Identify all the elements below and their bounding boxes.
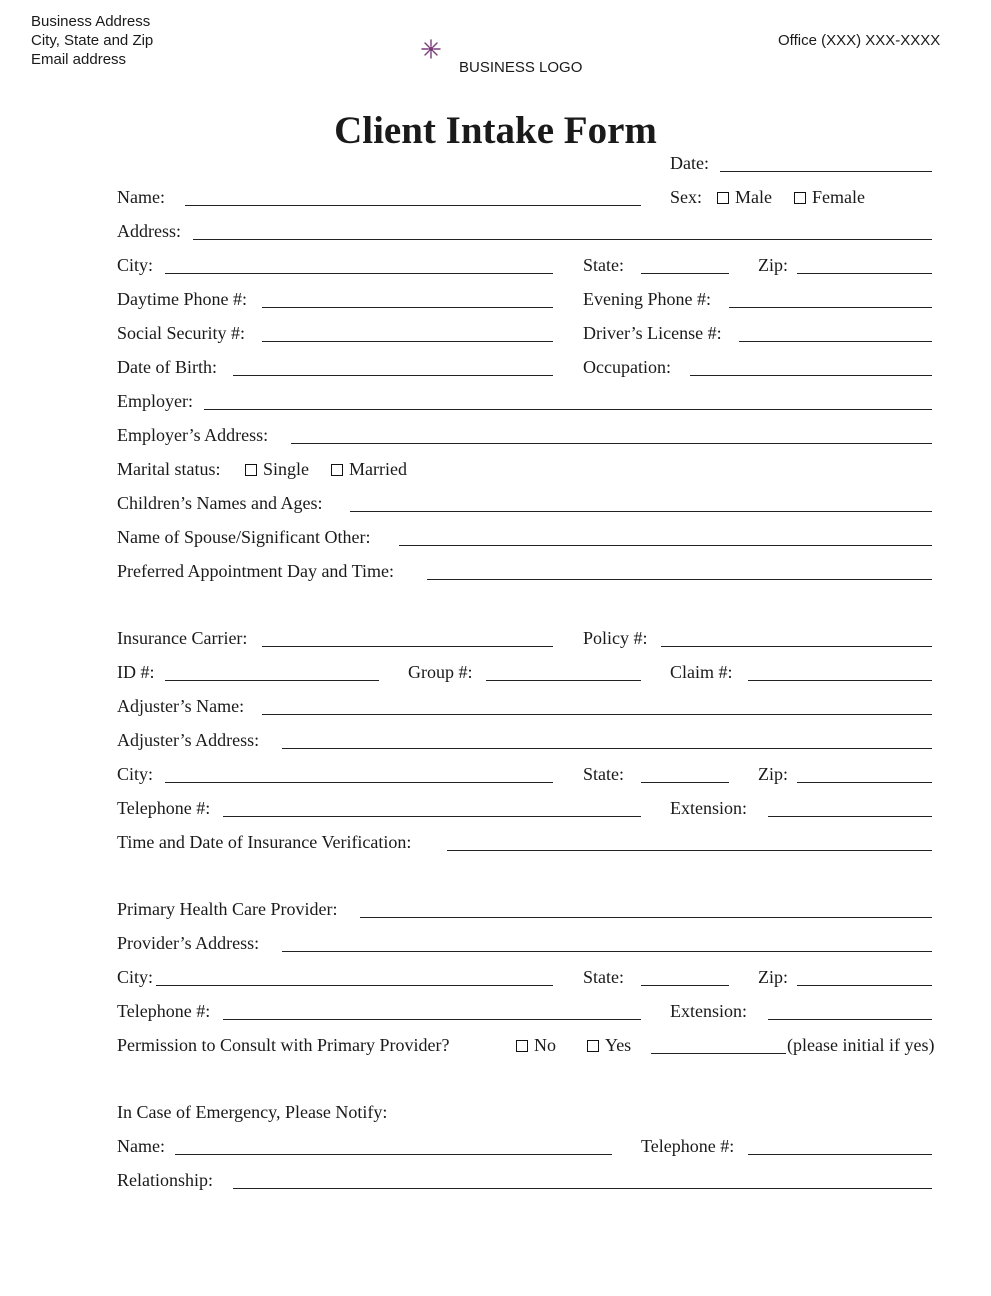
sex-male-option[interactable] [717,186,772,208]
group-label: Group #: [408,662,473,682]
provider-extension-label: Extension: [670,1001,747,1021]
yes-checkbox[interactable] [587,1040,599,1052]
city-field[interactable] [165,273,553,274]
adjuster-address-label: Adjuster’s Address: [117,730,260,750]
policy-field[interactable] [661,646,932,647]
marital-single-option[interactable] [245,458,309,480]
permission-no-option[interactable] [516,1034,556,1056]
group-field[interactable] [486,680,641,681]
provider-address-label: Provider’s Address: [117,933,260,953]
spouse-field[interactable] [399,545,932,546]
drivers-license-label: Driver’s License #: [583,323,722,343]
employer-label: Employer: [117,391,193,411]
provider-extension-field[interactable] [768,1019,932,1020]
permission-yes-option[interactable] [587,1034,631,1056]
insurance-city-label: City: [117,764,154,784]
insurance-zip-label: Zip: [758,764,788,784]
male-label: Male [735,187,772,207]
provider-zip-field[interactable] [797,985,932,986]
female-checkbox[interactable] [794,192,806,204]
daytime-phone-label: Daytime Phone #: [117,289,247,309]
no-label: No [534,1035,556,1055]
business-address-block [31,12,153,69]
zip-label: Zip: [758,255,788,275]
primary-provider-label: Primary Health Care Provider: [117,899,338,919]
verification-field[interactable] [447,850,932,851]
business-address: Business Address [31,13,151,30]
male-checkbox[interactable] [717,192,729,204]
city-label: City: [117,255,154,275]
dob-field[interactable] [233,375,553,376]
name-field[interactable] [185,205,641,206]
business-city-state-zip: City, State and Zip [31,32,154,49]
insurance-city-field[interactable] [165,782,553,783]
evening-phone-field[interactable] [729,307,932,308]
permission-label: Permission to Consult with Primary Provider? [117,1035,450,1055]
provider-address-field[interactable] [282,951,932,952]
marital-married-option[interactable] [331,458,407,480]
employer-field[interactable] [204,409,932,410]
adjuster-name-label: Adjuster’s Name: [117,696,245,716]
employer-address-field[interactable] [291,443,932,444]
relationship-field[interactable] [233,1188,932,1189]
marital-status-label: Marital status: [117,459,221,479]
address-label: Address: [117,221,181,241]
state-label: State: [583,255,624,275]
insurance-carrier-field[interactable] [262,646,553,647]
appointment-field[interactable] [427,579,932,580]
sex-label: Sex: [670,187,703,207]
id-field[interactable] [165,680,379,681]
insurance-zip-field[interactable] [797,782,932,783]
provider-state-label: State: [583,967,624,987]
emergency-name-label: Name: [117,1136,165,1156]
adjuster-name-field[interactable] [262,714,932,715]
page-title: Client Intake Form [334,109,657,152]
provider-telephone-field[interactable] [223,1019,641,1020]
insurance-state-field[interactable] [641,782,729,783]
provider-zip-label: Zip: [758,967,788,987]
occupation-label: Occupation: [583,357,671,377]
flower-logo-icon [420,38,442,65]
verification-label: Time and Date of Insurance Verification: [117,832,412,852]
female-label: Female [812,187,865,207]
zip-field[interactable] [797,273,932,274]
adjuster-address-field[interactable] [282,748,932,749]
emergency-telephone-field[interactable] [748,1154,932,1155]
initial-field[interactable] [651,1053,786,1054]
business-email: Email address [31,51,127,68]
appointment-label: Preferred Appointment Day and Time: [117,561,394,581]
ssn-field[interactable] [262,341,553,342]
drivers-license-field[interactable] [739,341,932,342]
daytime-phone-field[interactable] [262,307,553,308]
insurance-extension-field[interactable] [768,816,932,817]
relationship-label: Relationship: [117,1170,213,1190]
state-field[interactable] [641,273,729,274]
occupation-field[interactable] [690,375,932,376]
evening-phone-label: Evening Phone #: [583,289,711,309]
emergency-heading: In Case of Emergency, Please Notify: [117,1102,388,1122]
insurance-extension-label: Extension: [670,798,747,818]
primary-provider-field[interactable] [360,917,932,918]
provider-telephone-label: Telephone #: [117,1001,211,1021]
policy-label: Policy #: [583,628,648,648]
insurance-carrier-label: Insurance Carrier: [117,628,248,648]
date-field[interactable] [720,171,932,172]
claim-field[interactable] [748,680,932,681]
id-label: ID #: [117,662,155,682]
married-label: Married [349,459,407,479]
name-label: Name: [117,187,165,207]
ssn-label: Social Security #: [117,323,245,343]
dob-label: Date of Birth: [117,357,217,377]
insurance-state-label: State: [583,764,624,784]
single-label: Single [263,459,310,479]
address-field[interactable] [193,239,932,240]
provider-state-field[interactable] [641,985,729,986]
children-label: Children’s Names and Ages: [117,493,323,513]
no-checkbox[interactable] [516,1040,528,1052]
sex-female-option[interactable] [794,186,865,208]
emergency-telephone-label: Telephone #: [641,1136,735,1156]
date-label: Date: [670,153,709,173]
provider-city-field[interactable] [156,985,553,986]
single-checkbox[interactable] [245,464,257,476]
initial-note: (please initial if yes) [787,1035,935,1055]
yes-label: Yes [605,1035,632,1055]
claim-label: Claim #: [670,662,733,682]
insurance-telephone-label: Telephone #: [117,798,211,818]
provider-city-label: City: [117,967,154,987]
emergency-name-field[interactable] [175,1154,612,1155]
employer-address-label: Employer’s Address: [117,425,269,445]
married-checkbox[interactable] [331,464,343,476]
business-logo-text: BUSINESS LOGO [459,59,583,76]
office-phone: Office (XXX) XXX-XXXX [778,32,941,49]
spouse-label: Name of Spouse/Significant Other: [117,527,371,547]
insurance-telephone-field[interactable] [223,816,641,817]
children-field[interactable] [350,511,932,512]
